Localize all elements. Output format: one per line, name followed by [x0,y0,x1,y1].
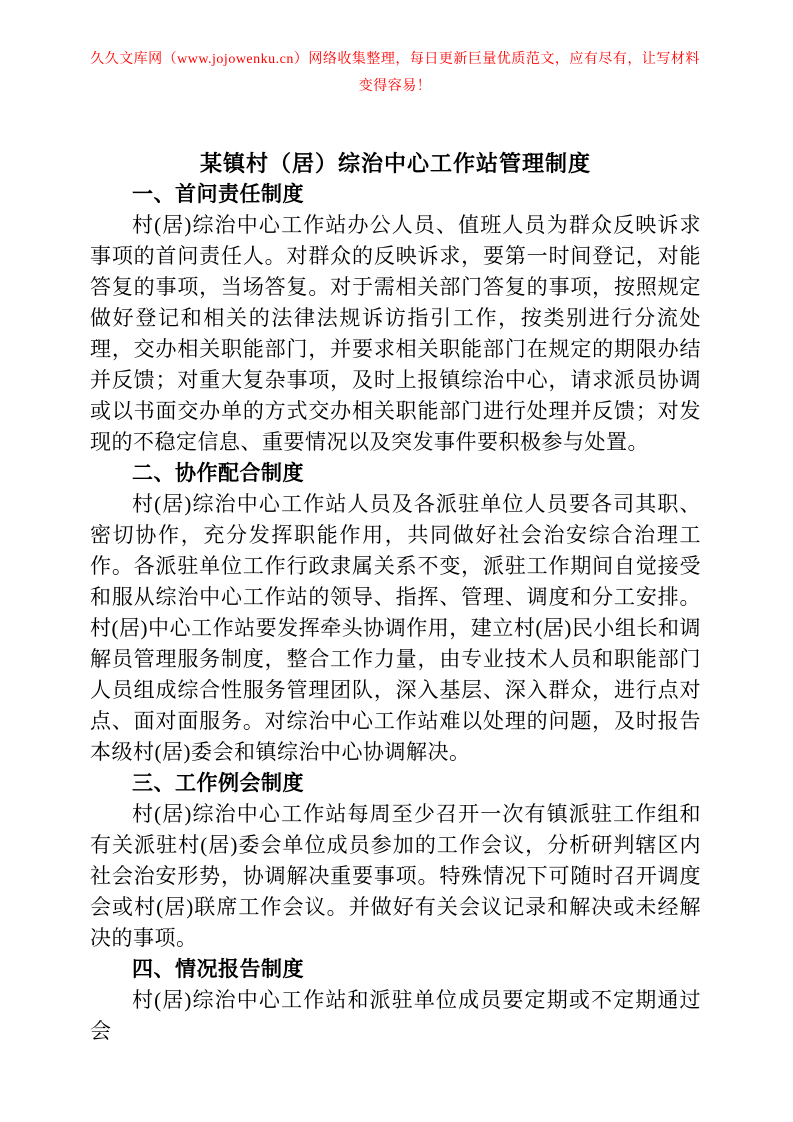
section-paragraph: 村(居)综治中心工作站每周至少召开一次有镇派驻工作组和有关派驻村(居)委会单位成员参加的工作会议，分析研判辖区内社会治安形势，协调解决重要事项。特殊情况下可随时召开调度会或村(居)联席工作会议。并做好有关会议记录和解决或未经解决的事项。 [90,802,701,950]
section-heading: 四、情况报告制度 [132,957,304,981]
section-heading: 三、工作例会制度 [132,771,304,795]
section-paragraph: 村(居)综治中心工作站办公人员、值班人员为群众反映诉求事项的首问责任人。对群众的反映诉求，要第一时间登记，对能答复的事项，当场答复。对于需相关部门答复的事项，按照规定做好登记和相关的法律法规诉访指引工作，按类别进行分流处理，交办相关职能部门，并要求相关职能部门在规定的期限办结并反馈；对重大复杂事项，及时上报镇综治中心，请求派员协调或以书面交办单的方式交办相关职能部门进行处理并反馈；对发现的不稳定信息、重要情况以及突发事件要积极参与处置。 [90,213,701,454]
document-section [90,458,701,768]
document-section [90,954,701,1047]
section-paragraph: 村(居)综治中心工作站人员及各派驻单位人员要各司其职、密切协作，充分发挥职能作用，共同做好社会治安综合治理工作。各派驻单位工作行政隶属关系不变，派驻工作期间自觉接受和服从综治中心工作站的领导、指挥、管理、调度和分工安排。村(居)中心工作站要发挥牵头协调作用，建立村(居)民小组长和调解员管理服务制度，整合工作力量，由专业技术人员和职能部门人员组成综合性服务管理团队，深入基层、深入群众，进行点对点、面对面服务。对综治中心工作站难以处理的问题，及时报告本级村(居)委会和镇综治中心协调解决。 [90,492,701,764]
document-section [90,768,701,954]
document-section [90,179,701,458]
site-watermark-header: 久久文库网（www.jojowenku.cn）网络收集整理，每日更新巨量优质范文，应有尽有，让写材料变得容易！ [90,52,700,94]
section-heading: 一、首问责任制度 [132,182,304,206]
section-paragraph: 村(居)综治中心工作站和派驻单位成员要定期或不定期通过会 [90,988,701,1043]
document-title: 某镇村（居）综治中心工作站管理制度 [199,151,591,176]
section-heading: 二、协作配合制度 [132,461,304,485]
document-content [90,46,701,1047]
